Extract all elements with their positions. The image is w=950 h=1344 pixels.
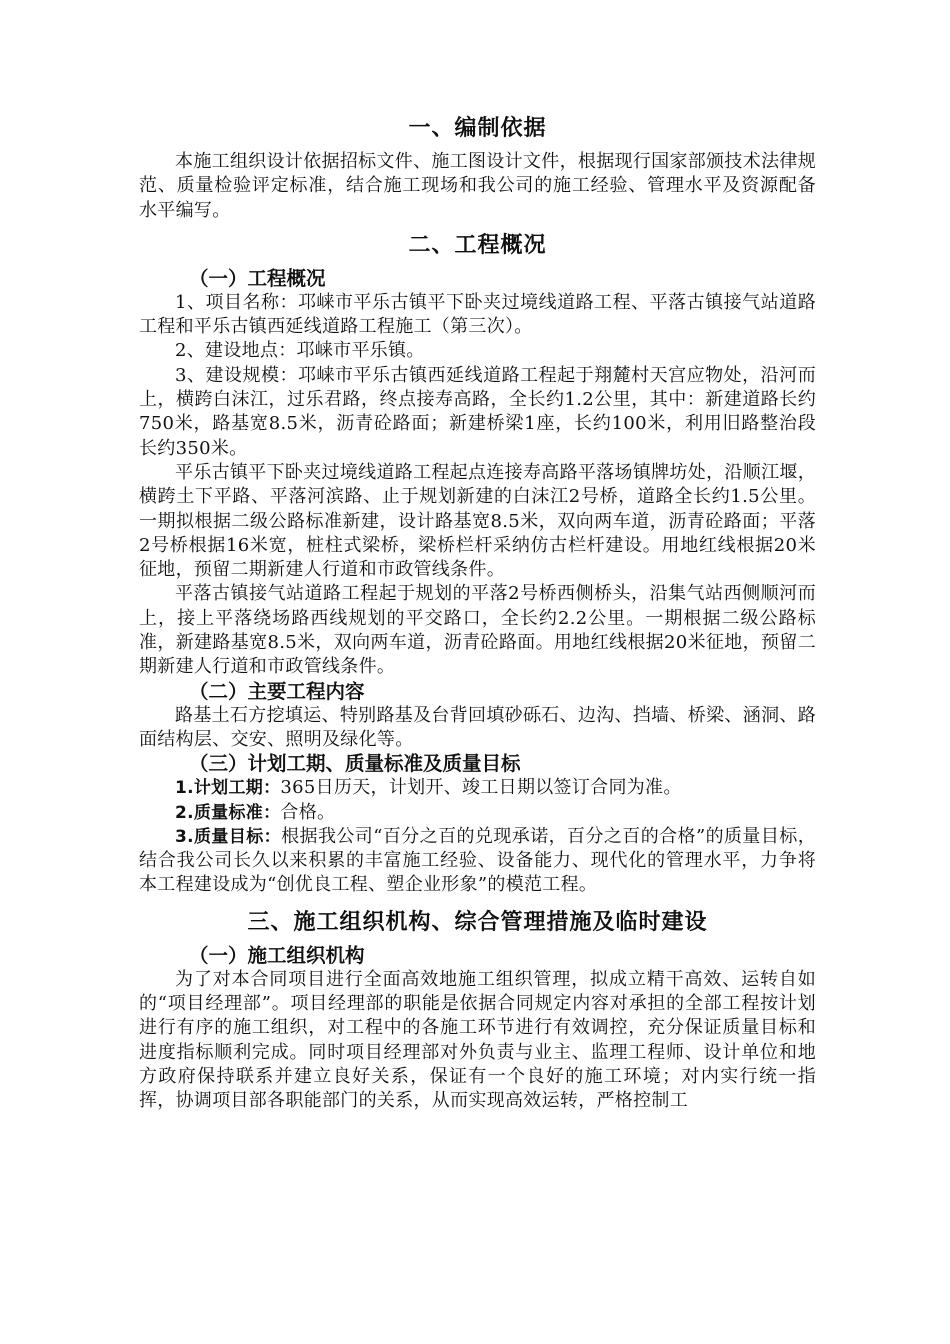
quality-target-label: 3.质量目标： [175, 826, 282, 847]
schedule-item [139, 776, 816, 800]
quality-standard-text: 合格。 [280, 801, 336, 823]
section-3-title: 三、施工组织机构、综合管理措施及临时建设 [247, 909, 708, 935]
quality-target-item [139, 825, 816, 898]
schedule-label: 1.计划工期： [175, 778, 281, 799]
quality-standard-label: 2.质量标准： [175, 802, 281, 823]
project-location-item: 2、建设地点：邛崃市平乐镇。 [175, 340, 425, 362]
project-scale-item: 3、建设规模：邛崃市平乐古镇西延线道路工程起于翔麓村天宫应物处，沿河而上，横跨白沫江，过乐君路，终点接寿高路，全长约1.2公里，其中：新建道路长约750米，路基宽8.5米，沥青砼路面；新建桥梁1座，长约100米，利用旧路整治段长约350米。 [139, 364, 816, 459]
subsection-3-1-title: （一）施工组织机构 [189, 943, 365, 967]
project-scale-paragraph-2: 平乐古镇平下卧夹过境线道路工程起点连接寿高路平落场镇牌坊处，沿顺江堰，横跨土下平路、平落河滨路、止于规划新建的白沫江2号桥，道路全长约1.5公里。一期拟根据二级公路标准新建，设计路基宽8.5米，双向两车道，沥青砼路面；平落2号桥根据16米宽，桩柱式梁桥，梁桥栏杆采纳仿古栏杆建设。用地红线根据20米征地，预留二期新建人行道和市政管线条件。 [139, 461, 816, 581]
subsection-2-2-title: （二）主要工程内容 [189, 679, 365, 703]
project-scale-paragraph-3: 平落古镇接气站道路工程起于规划的平落2号桥西侧桥头，沿集气站西侧顺河而上，接上平落绕场路西线规划的平交路口，全长约2.2公里。一期根据二级公路标准，新建路基宽8.5米，双向两车道，沥青砼路面。用地红线根据20米征地，预留二期新建人行道和市政管线条件。 [139, 583, 816, 678]
project-name-item: 1、项目名称：邛崃市平乐古镇平下卧夹过境线道路工程、平落古镇接气站道路工程和平乐古镇西延线道路工程施工（第三次）。 [139, 291, 816, 338]
schedule-text: 365日历天，计划开、竣工日期以签订合同为准。 [280, 777, 682, 799]
section-1-title: 一、编制依据 [408, 116, 547, 141]
organization-paragraph: 为了对本合同项目进行全面高效地施工组织管理，拟成立精干高效、运转自如的“项目经理部”。项目经理部的职能是依据合同规定内容对承担的全部工程按计划进行有序的施工组织，对工程中的各施工环节进行有效调控，充分保证质量目标和进度指标顺利完成。同时项目经理部对外负责与业主、监理工程师、设计单位和地方政府保持联系并建立良好关系，保证有一个良好的施工环境；对内实行统一指挥，协调项目部各职能部门的关系，从而实现高效运转，严格控制工 [139, 968, 816, 1112]
section-2-title: 二、工程概况 [408, 232, 547, 258]
subsection-2-1-title: （一）工程概况 [189, 266, 326, 290]
subsection-2-3-title: （三）计划工期、质量标准及质量目标 [189, 752, 521, 776]
section-1-paragraph: 本施工组织设计依据招标文件、施工图设计文件，根据现行国家部颁技术法律规范、质量检验评定标准，结合施工现场和我公司的施工经验、管理水平及资源配备水平编写。 [139, 151, 816, 221]
main-works-paragraph: 路基土石方挖填运、特别路基及台背回填砂砾石、边沟、挡墙、桥梁、涵洞、路面结构层、交安、照明及绿化等。 [139, 704, 816, 750]
quality-standard-item [139, 801, 816, 825]
quality-target-text: 根据我公司“百分之百的兑现承诺，百分之百的合格”的质量目标，结合我公司长久以来积累的丰富施工经验、设备能力、现代化的管理水平，力争将本工程建设成为“创优良工程、塑企业形象”的模范工程。 [139, 825, 816, 896]
